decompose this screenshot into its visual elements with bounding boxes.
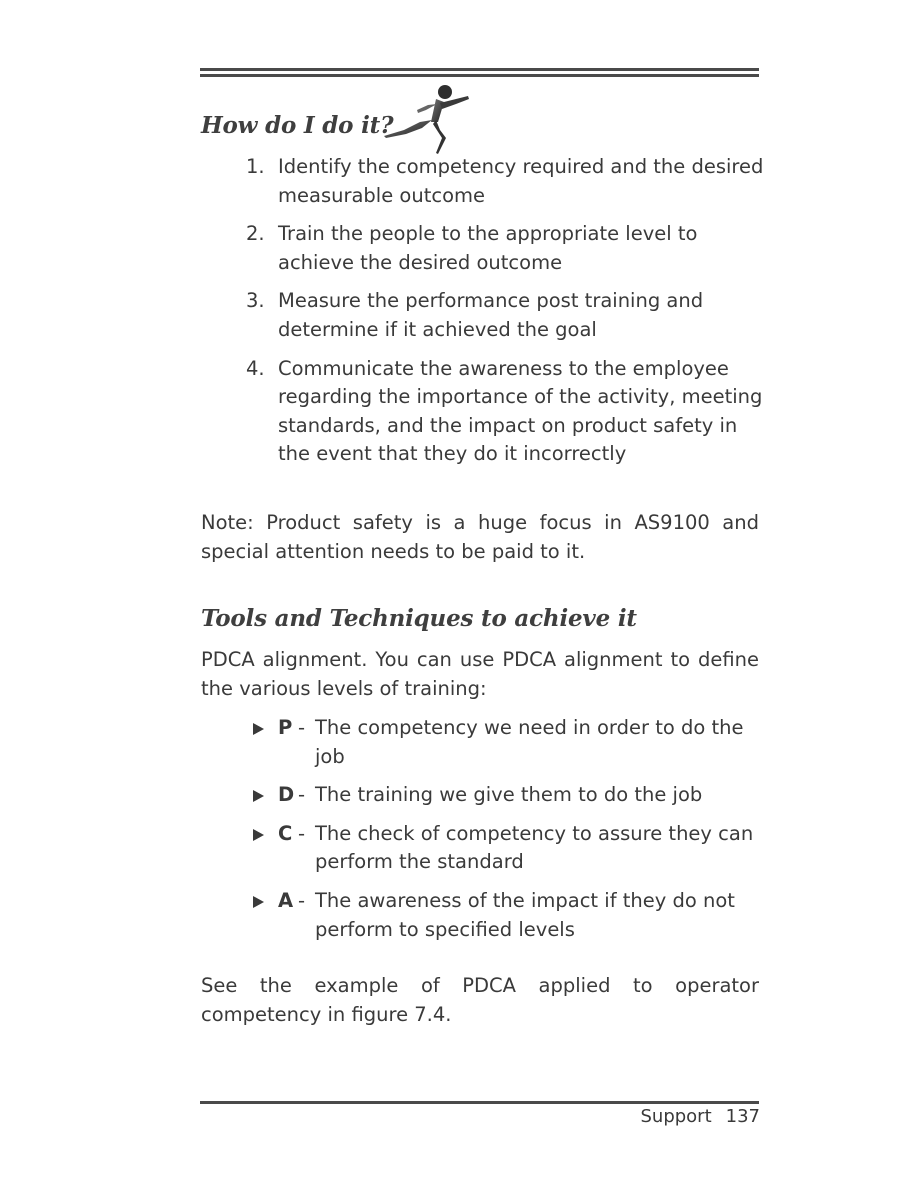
note-paragraph: Note: Product safety is a huge focus in AS9100 and special attention needs to be paid to it. bbox=[201, 511, 759, 563]
triangle-bullet-icon bbox=[253, 829, 264, 841]
list-item-number: 1. bbox=[246, 155, 265, 178]
section-heading-tools: Tools and Techniques to achieve it bbox=[201, 605, 637, 632]
intro-paragraph: PDCA alignment. You can use PDCA alignment to define the various levels of training: bbox=[201, 648, 759, 700]
list-item-text: The training we give them to do the job bbox=[315, 783, 703, 807]
list-item bbox=[246, 355, 766, 469]
list-item bbox=[253, 820, 773, 877]
section-heading-how: How do I do it? bbox=[201, 112, 394, 139]
pdca-key: C bbox=[278, 821, 293, 845]
pdca-dash: - bbox=[298, 783, 306, 807]
list-item bbox=[246, 287, 766, 344]
pdca-dash: - bbox=[298, 716, 306, 739]
list-item bbox=[246, 153, 766, 210]
triangle-bullet-icon bbox=[253, 723, 264, 735]
list-item-text: The awareness of the impact if they do not perform to specified levels bbox=[315, 888, 735, 941]
list-item bbox=[253, 781, 773, 810]
pdca-list bbox=[253, 714, 773, 944]
pdca-key: D bbox=[278, 783, 295, 807]
list-item-text: The check of competency to assure they can perform the standard bbox=[315, 821, 754, 874]
list-item-number: 3. bbox=[246, 289, 265, 313]
list-item-text: Communicate the awareness to the employee regarding the importance of the activity, meeting standards, and the impact on product safety in the event that they do it incorrectly bbox=[278, 356, 763, 466]
top-rule bbox=[200, 68, 759, 71]
pdca-dash: - bbox=[298, 888, 306, 912]
triangle-bullet-icon bbox=[253, 896, 264, 908]
page-number: 137 bbox=[725, 1106, 760, 1127]
list-item bbox=[246, 220, 766, 277]
pdca-key: A bbox=[278, 888, 294, 912]
list-item-text: Train the people to the appropriate level to achieve the desired outcome bbox=[278, 222, 698, 274]
pdca-dash: - bbox=[298, 821, 306, 845]
list-item-text: Measure the performance post training and determine if it achieved the goal bbox=[278, 289, 704, 341]
top-rule-secondary bbox=[200, 74, 759, 77]
bottom-rule bbox=[200, 1101, 759, 1104]
closing-paragraph: See the example of PDCA applied to operator competency in figure 7.4. bbox=[201, 974, 759, 1026]
list-item bbox=[253, 714, 773, 771]
triangle-bullet-icon bbox=[253, 790, 264, 802]
steps-list bbox=[246, 153, 766, 469]
list-item-number: 4. bbox=[246, 356, 265, 380]
running-person-icon bbox=[382, 82, 472, 158]
list-item-number: 2. bbox=[246, 222, 265, 246]
page-footer bbox=[640, 1106, 760, 1127]
list-item-text: Identify the competency required and the desired measurable outcome bbox=[278, 155, 764, 207]
list-item bbox=[253, 887, 773, 944]
list-item-text: The competency we need in order to do the job bbox=[315, 716, 744, 768]
footer-section-name: Support bbox=[640, 1106, 712, 1127]
pdca-key: P bbox=[278, 716, 293, 739]
